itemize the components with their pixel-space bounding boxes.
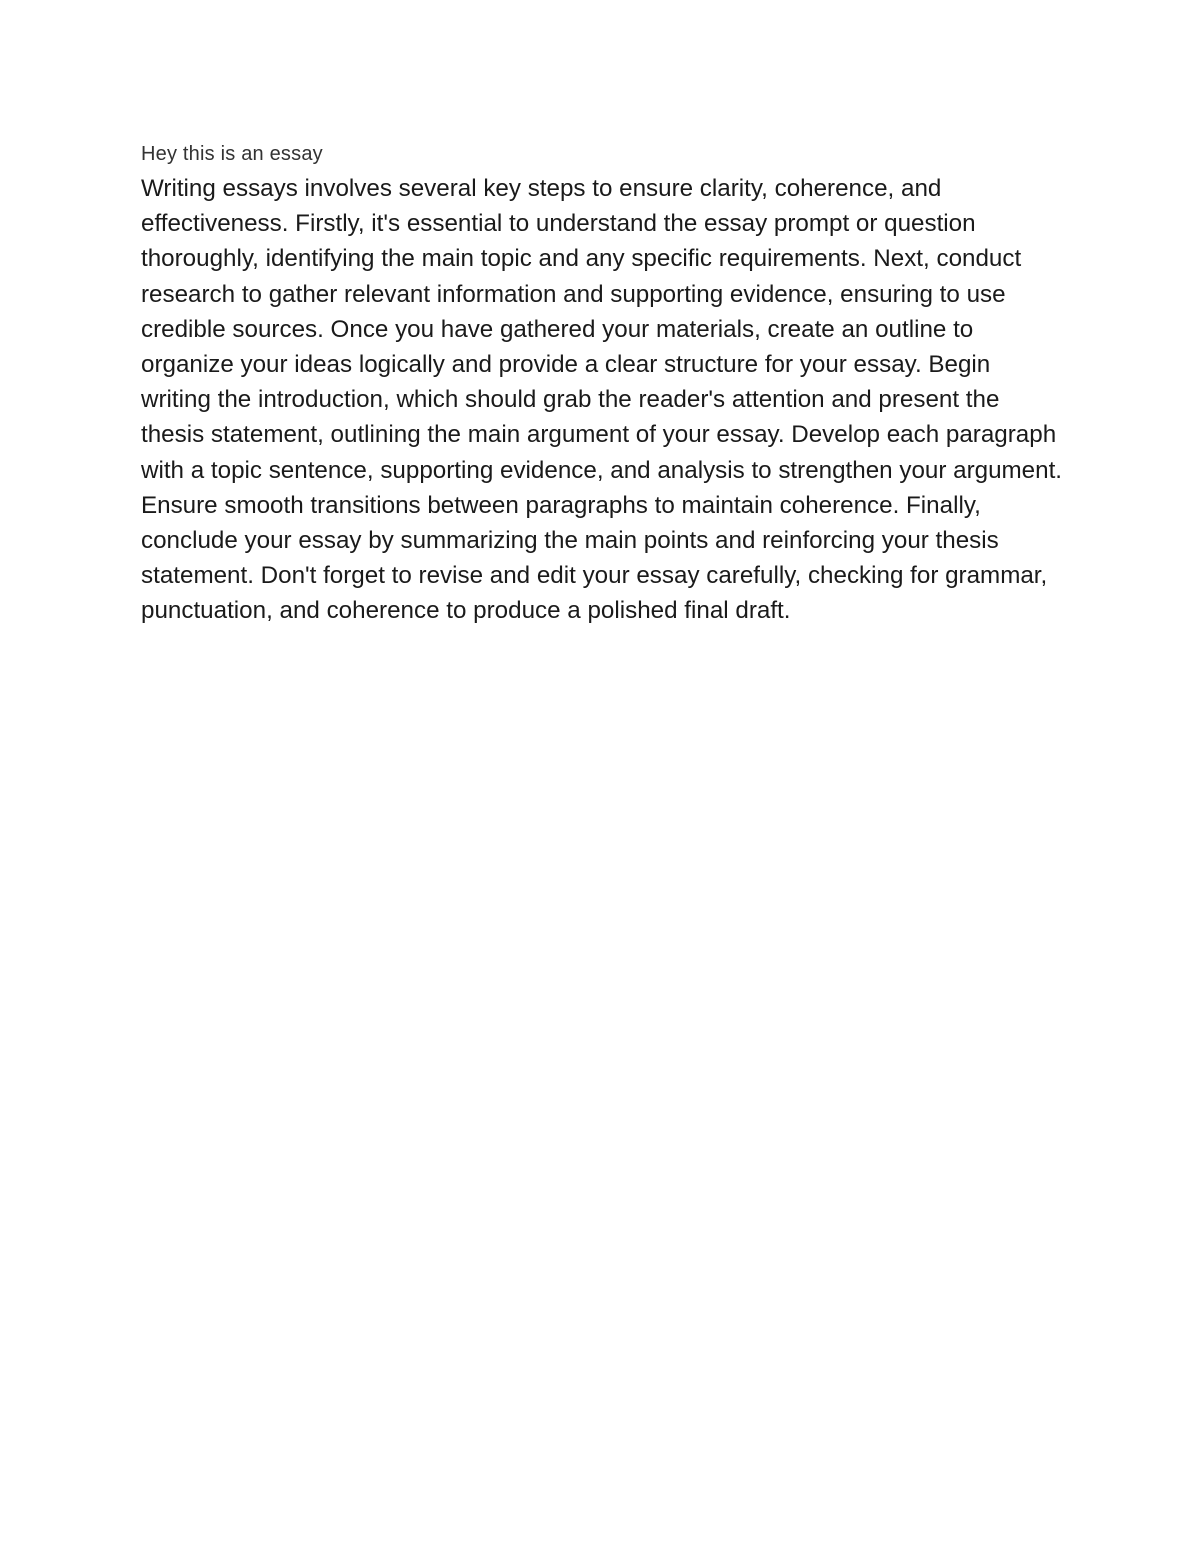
essay-paragraph: Writing essays involves several key steps to ensure clarity, coherence, and effectiveness. Firstly, it's essential to understand the essay prompt or question thoroughly, identifying the main topic and any specific requirements. Next, conduct research to gather relevant information and supporting evidence, ensuring to use credible sources. Once you have gathered your materials, create an outline to organize your ideas logically and provide a clear structure for your essay. Begin writing the introduction, which should grab the reader's attention and present the thesis statement, outlining the main argument of your essay. Develop each paragraph with a topic sentence, supporting evidence, and analysis to strengthen your argument. Ensure smooth transitions between paragraphs to maintain coherence. Finally, conclude your essay by summarizing the main points and reinforcing your thesis statement. Don't forget to revise and edit your essay carefully, checking for grammar, punctuation, and coherence to produce a polished final draft. (141, 175, 1063, 625)
document-title: Hey this is an essay (141, 143, 323, 165)
document-content (141, 141, 1066, 629)
